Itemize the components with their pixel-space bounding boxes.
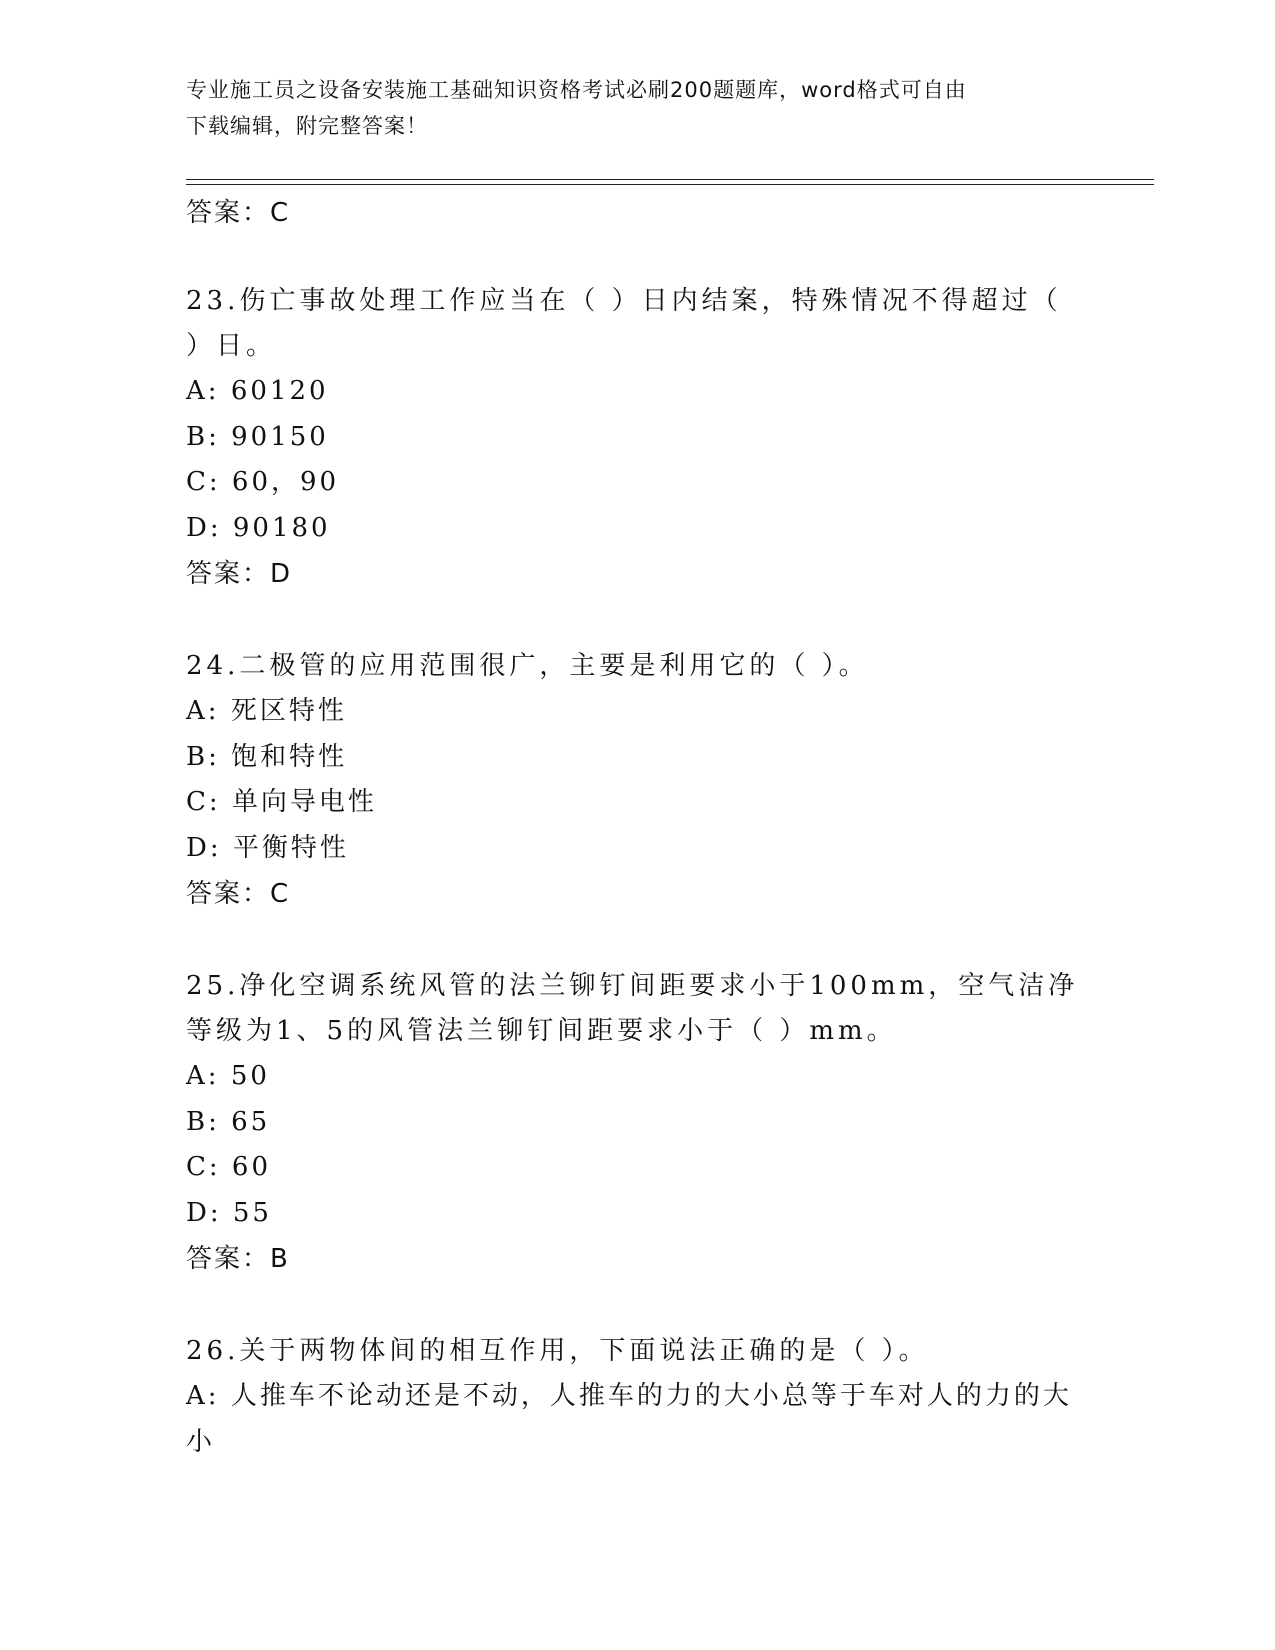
option-label: D: — [186, 512, 222, 543]
option-text: 50 — [230, 1061, 270, 1091]
option-c — [186, 460, 1086, 506]
question-item — [186, 1329, 1086, 1465]
option-d — [186, 826, 1086, 872]
header-rule-top — [186, 179, 1154, 180]
option-label: B: — [186, 421, 220, 452]
answer-label: 答案： — [186, 559, 271, 589]
spacer — [186, 1282, 1086, 1329]
option-text: 90180 — [232, 512, 331, 543]
option-label: B: — [186, 741, 220, 772]
option-text: 60120 — [230, 376, 329, 406]
option-label: C: — [186, 467, 221, 497]
option-a — [186, 689, 1086, 735]
option-a — [186, 369, 1086, 415]
answer-line — [186, 551, 1086, 597]
answer-value: B — [270, 1244, 288, 1274]
option-text: 死区特性 — [230, 696, 347, 726]
question-text: 24.二极管的应用范围很广，主要是利用它的（ ）。 — [186, 651, 869, 681]
option-label: A: — [186, 376, 220, 406]
option-label: A: — [186, 1381, 220, 1411]
answer-value: C — [270, 198, 289, 228]
question-text: 23.伤亡事故处理工作应当在（ ）日内结案，特殊情况不得超过（ ）日。 — [186, 286, 1062, 361]
option-label: D: — [186, 832, 222, 863]
option-b — [186, 415, 1086, 461]
option-label: A: — [186, 696, 220, 726]
option-text: 饱和特性 — [231, 741, 348, 772]
header-rule-bottom — [186, 184, 1154, 185]
option-d — [186, 506, 1086, 552]
spacer — [186, 917, 1086, 964]
question-text: 25.净化空调系统风管的法兰铆钉间距要求小于100mm，空气洁净等级为1、5的风管法兰铆钉间距要求小于（ ）mm。 — [186, 971, 1079, 1046]
question-item — [186, 964, 1086, 1282]
option-label: D: — [186, 1197, 222, 1228]
question-list — [186, 190, 1086, 1465]
spacer — [186, 597, 1086, 644]
option-text: 人推车不论动还是不动，人推车的力的大小总等于车对人的力的大小 — [186, 1381, 1072, 1457]
answer-line — [186, 1236, 1086, 1282]
option-label: B: — [186, 1106, 220, 1137]
option-text: 平衡特性 — [232, 832, 349, 863]
option-c — [186, 780, 1086, 826]
option-label: C: — [186, 1152, 221, 1182]
option-text: 60 — [231, 1152, 272, 1182]
option-text: 55 — [232, 1197, 272, 1228]
option-d — [186, 1191, 1086, 1237]
option-label: C: — [186, 787, 221, 817]
answer-label: 答案： — [186, 1244, 271, 1274]
option-a — [186, 1054, 1086, 1100]
document-header — [186, 72, 1086, 144]
spacer — [186, 236, 1086, 279]
answer-label: 答案： — [186, 879, 271, 909]
option-text: 60，90 — [231, 467, 340, 497]
header-line-2: 下载编辑，附完整答案！ — [186, 114, 428, 138]
option-a — [186, 1374, 1086, 1465]
answer-value: C — [270, 879, 289, 909]
question-item — [186, 279, 1086, 597]
option-text: 90150 — [231, 421, 329, 452]
answer-value: D — [270, 559, 291, 589]
option-label: A: — [186, 1061, 220, 1091]
answer-line — [186, 190, 1086, 236]
option-c — [186, 1145, 1086, 1191]
answer-label: 答案： — [186, 198, 271, 228]
header-line-1: 专业施工员之设备安装施工基础知识资格考试必刷200题题库，word格式可自由 — [186, 78, 967, 102]
question-item — [186, 644, 1086, 917]
option-text: 65 — [231, 1106, 271, 1137]
answer-line — [186, 871, 1086, 917]
option-text: 单向导电性 — [231, 787, 377, 817]
option-b — [186, 1100, 1086, 1146]
option-b — [186, 735, 1086, 781]
question-text: 26.关于两物体间的相互作用，下面说法正确的是（ ）。 — [186, 1336, 929, 1366]
